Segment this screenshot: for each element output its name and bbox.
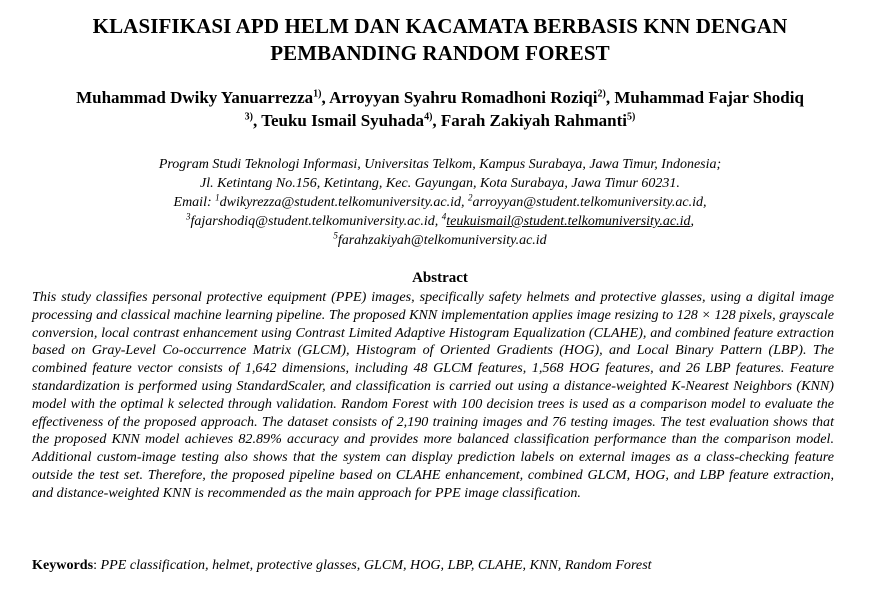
author-mark: 1) [313,88,322,100]
author-name: Farah Zakiyah Rahmanti [440,111,627,130]
affiliation-line-2: Jl. Ketintang No.156, Ketintang, Kec. Gayungan, Kota Surabaya, Jawa Timur 60231. [200,176,680,191]
title-line-1: KLASIFIKASI APD HELM DAN KACAMATA BERBASIS KNN DENGAN [92,14,788,38]
author-mark: 4) [424,111,433,123]
keywords-label: Keywords [32,557,94,573]
author-name: Teuku Ismail Syuhada [261,111,425,130]
author-list [20,86,860,132]
email-address: farahzakiyah@telkomuniversity.ac.id [337,233,547,248]
abstract-heading: Abstract [412,270,468,286]
keywords-separator: : [93,557,101,573]
email-mark: 5 [333,230,338,241]
email-address: arroyyan@student.telkomuniversity.ac.id [472,195,703,210]
email-mark: 1 [215,192,220,203]
title-line-2: PEMBANDING RANDOM FOREST [270,41,610,65]
email-mark: 4 [441,211,447,222]
email-line-1: Email: $^1$dwikyrezza@student.telkomuniversity.ac.id, $^2$arroyyan@student.telkomuniversity.ac.id, [173,192,707,210]
author-mark: 3) [244,111,253,123]
author-mark: 5) [627,111,636,123]
author-line-2: $^{3)}$, Teuku Ismail Syuhada$^{4)}$, Farah Zakiyah Rahmanti$^{5)}$ [244,111,636,130]
email-line-3 [20,231,860,250]
email-label: Email: [173,195,216,210]
email-line-2: $^3$fajarshodiq@student.telkomuniversity.ac.id, $^4$teukuismail@student.telkomuniversity.ac.id, [186,211,694,229]
author-name: Arroyyan Syahru Romadhoni Roziqi [329,88,598,107]
email-mark: 3 [186,211,191,222]
abstract-body: This study classifies personal protective equipment (PPE) images, specifically safety helmets and protective glasses, using a digital image processing and classical machine learning pipeline. The proposed KNN implementation applies image resizing to 128 × 128 pixels, grayscale conversion, local contrast enhancement using Contrast Limited Adaptive Histogram Equalization (CLAHE), and combined feature extraction based on Gray-Level Co-occurrence Matrix (GLCM), Histogram of Oriented Gradients (HOG), and Local Binary Pattern (LBP). The combined feature vector consists of 1,642 dimensions, including 48 GLCM features, 1,568 HOG features, and 26 LBP features. Feature standardization is performed using StandardScaler, and classification is carried out using a distance-weighted K-Nearest Neighbors (KNN) model with the optimal k selected through validation. Random Forest with 100 decision trees is used as a comparison model to evaluate the effectiveness of the proposed approach. The dataset consists of 2,190 training images and 76 testing images. The test evaluation shows that the proposed KNN model achieves 82.89% accuracy and provides more balanced classification performance than the comparison model. Additional custom-image testing also shows that the system can display prediction labels on external images as a class-checking feature outside the test set. Therefore, the proposed pipeline based on CLAHE enhancement, combined GLCM, HOG, and LBP feature extraction, and distance-weighted KNN is recommended as the main approach for PPE image classification. [32,289,834,501]
affiliation-line-1: Program Studi Teknologi Informasi, Universitas Telkom, Kampus Surabaya, Jawa Timur, Indonesia; [158,157,722,172]
author-name: Muhammad Dwiky Yanuarrezza [76,88,314,107]
author-mark: 2) [597,88,606,100]
email-link[interactable]: teukuismail@student.telkomuniversity.ac.id [446,214,691,229]
affiliation [20,155,860,250]
email-address: dwikyrezza@student.telkomuniversity.ac.id [219,195,461,210]
author-line-1: Muhammad Dwiky Yanuarrezza$^{1)}$, Arroyyan Syahru Romadhoni Roziqi$^{2)}$, Muhammad Fajar Shodiq [76,88,804,107]
paper-title [20,13,860,67]
author-name: Muhammad Fajar Shodiq [614,88,804,107]
keywords-list: PPE classification, helmet, protective glasses, GLCM, HOG, LBP, CLAHE, KNN, Random Forest [100,557,652,573]
email-address: fajarshodiq@student.telkomuniversity.ac.id [190,214,435,229]
email-mark: 2 [468,192,473,203]
keywords [32,556,834,574]
